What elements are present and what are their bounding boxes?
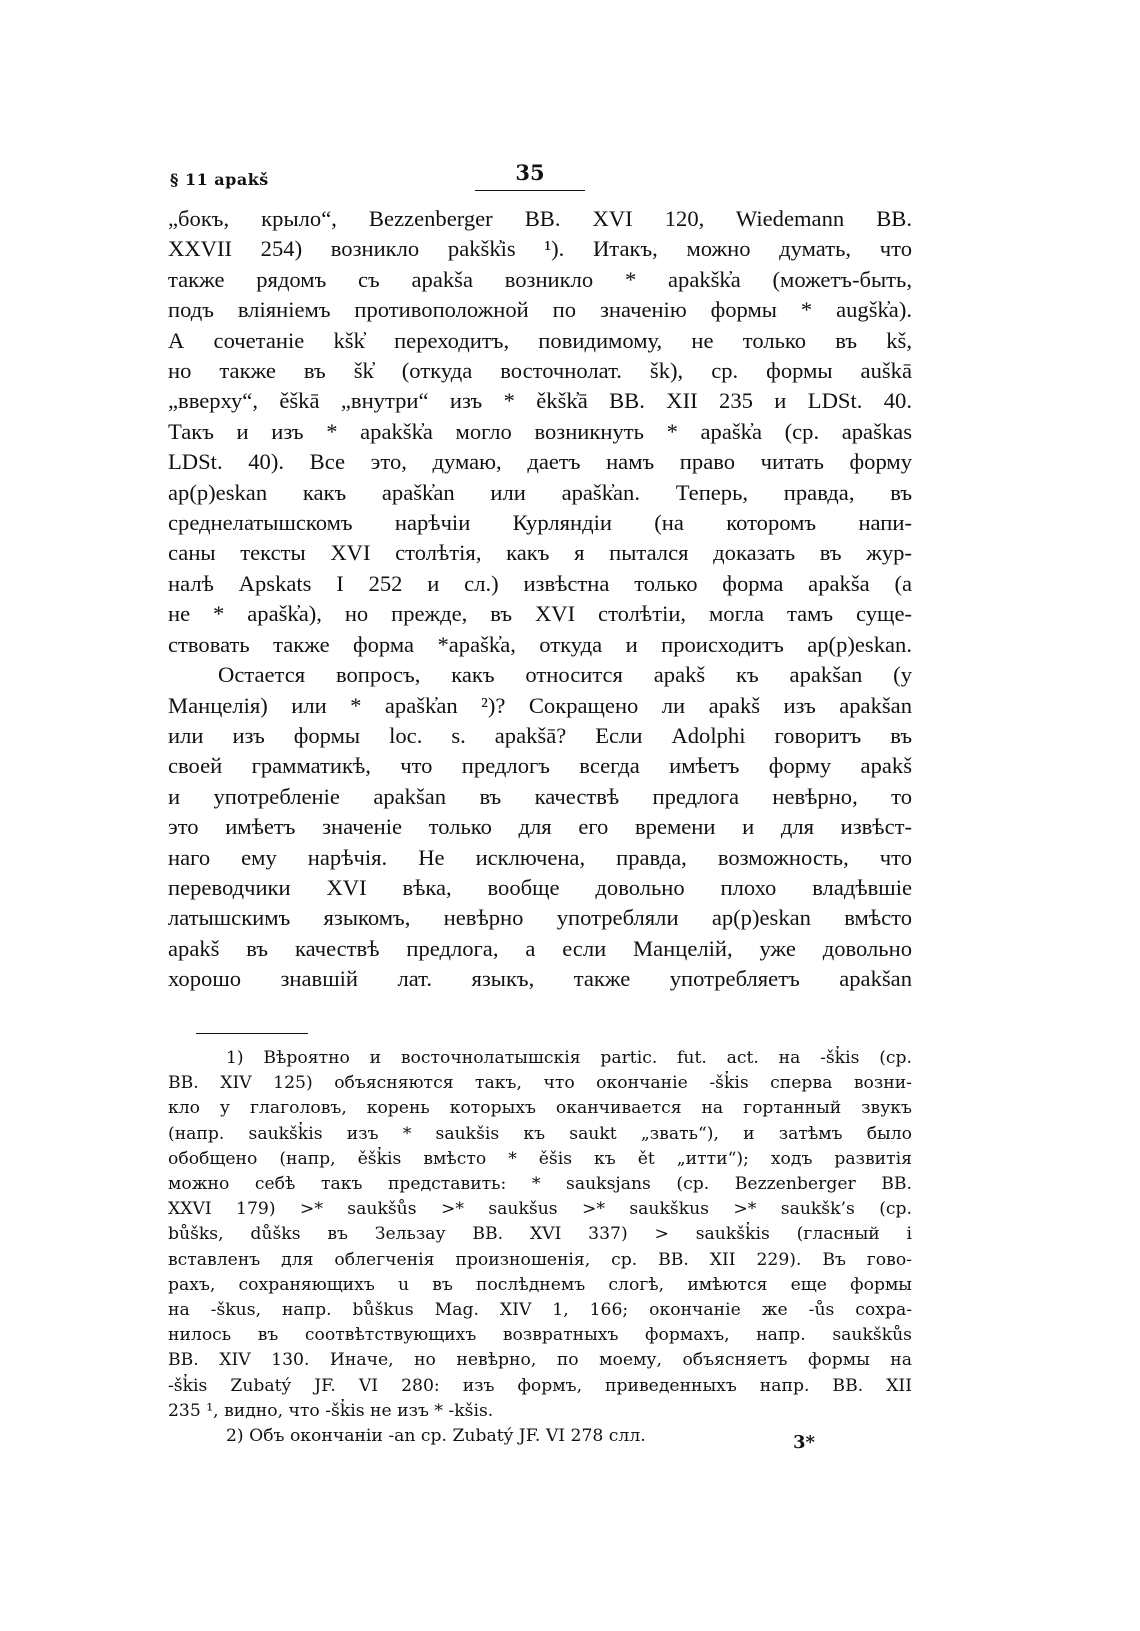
text-line: или изъ формы loc. s. apakšā? Если Adolphi говоритъ въ — [168, 722, 912, 748]
text-line: можно себѣ такъ представить: * sauksjans (ср. Bezzenberger BB. — [168, 1174, 912, 1195]
text-line: это имѣетъ значеніе только для его времени и для извѣст- — [168, 814, 912, 840]
text-line: кло у глаголовъ, корень которыхъ оканчивается на гортанный звукъ — [168, 1098, 912, 1119]
text-line: обобщено (напр, ěšk̓is вмѣсто * ěšis къ ět „итти“); ходъ развитія — [168, 1148, 912, 1169]
text-line: apakš въ качествѣ предлога, а если Манцелій, уже довольно — [168, 935, 912, 961]
text-line: вставленъ для облегченія произношенія, ср. BB. XII 229). Въ гово- — [168, 1249, 912, 1270]
text-line: Манцелія) или * apašk̓an ²)? Сокращено ли apakš изъ apakšan — [168, 692, 912, 718]
text-line: саны тексты XVI столѣтія, какъ я пытался доказать въ жур- — [168, 540, 912, 566]
text-line: наго ему нарѣчія. Не исключена, правда, возможность, что — [168, 844, 912, 870]
text-line: Такъ и изъ * apakšk̓a могло возникнуть * apašk̓a (ср. apaškas — [168, 418, 912, 444]
section-heading: § 11 apakš — [170, 170, 269, 189]
text-line: подъ вліяніемъ противоположной по значенію формы * augšk̓a). — [168, 297, 912, 323]
text-line: на -škus, напр. bůškus Mag. XIV 1, 166; окончаніе же -ůs сохра- — [168, 1300, 912, 1321]
text-line: LDSt. 40). Все это, думаю, даетъ намъ право читать форму — [168, 449, 912, 475]
main-text — [168, 204, 912, 995]
text-line: BB. XIV 130. Иначе, но невѣрно, по моему, объясняетъ формы на — [168, 1350, 912, 1371]
text-line: переводчики XVI вѣка, вообще довольно плохо владѣвшіе — [168, 874, 912, 900]
text-line: 235 ¹, видно, что -šk̓is не изъ * -kšis. — [168, 1400, 494, 1421]
text-line: также рядомъ съ apakša возникло * apakšk̓a (можетъ-быть, — [168, 266, 912, 292]
text-line: BB. XIV 125) объясняются такъ, что окончаніе -šk̓is сперва возни- — [168, 1073, 912, 1094]
footnote-1 — [168, 1046, 912, 1424]
text-line: 1) Вѣроятно и восточнолатышскія partic. fut. act. на -šk̓is (ср. — [226, 1048, 912, 1068]
text-line: Остается вопросъ, какъ относится apakš къ apakšan (у — [218, 662, 912, 688]
text-line: ствовать также форма *apašk̓a, откуда и происходитъ ap(p)eskan. — [168, 631, 912, 657]
text-line: не * apašk̓a), но прежде, въ XVI столѣтіи, могла тамъ суще- — [168, 601, 912, 627]
paragraph-2 — [168, 660, 912, 994]
footnotes — [168, 1046, 912, 1449]
text-line: латышскимъ языкомъ, невѣрно употребляли ap(p)eskan вмѣсто — [168, 905, 912, 931]
paragraph-1 — [168, 204, 912, 660]
text-line: А сочетаніе kšk̓ переходитъ, повидимому, не только въ kš, — [168, 327, 912, 353]
text-line: XXVII 254) возникло pakšk̓is ¹). Итакъ, можно думать, что — [168, 236, 912, 262]
text-line: рахъ, сохраняющихъ u въ послѣднемъ слогѣ, имѣются еще формы — [168, 1274, 912, 1295]
text-line: XXVI 179) >* saukšůs >* saukšus >* saukškus >* saukšk’s (ср. — [168, 1199, 912, 1220]
text-line: bůšks, důšks въ Зельзау BB. XVI 337) > saukšk̓is (гласный і — [168, 1224, 912, 1245]
text-line: (напр. saukšk̓is изъ * saukšis къ saukt „звать“), и затѣмъ было — [168, 1123, 912, 1144]
text-line: среднелатышскомъ нарѣчіи Курляндіи (на которомъ напи- — [168, 510, 912, 536]
header-rule — [475, 190, 585, 191]
text-line: хорошо знавшій лат. языкъ, также употребляетъ apakšan — [168, 966, 912, 992]
footnote-rule — [196, 1033, 308, 1034]
text-line: 2) Объ окончаніи -an ср. Zubatý JF. VI 278 слл. — [226, 1426, 646, 1447]
page-header — [170, 160, 910, 200]
text-line: „бокъ, крыло“, Bezzenberger BB. XVI 120, Wiedemann BB. — [168, 206, 912, 231]
text-line: -šk̓is Zubatý JF. VI 280: изъ формъ, приведенныхъ напр. BB. XII — [168, 1375, 912, 1396]
page-number: 35 — [515, 160, 545, 185]
text-line: ap(p)eskan какъ apašk̓an или apašk̓an. Теперь, правда, въ — [168, 479, 912, 505]
text-line: „вверху“, ěškā „внутри“ изъ * ěkšk̓ā BB. XII 235 и LDSt. 40. — [168, 388, 912, 414]
text-line: своей грамматикѣ, что предлогъ всегда имѣетъ форму apakš — [168, 753, 912, 779]
text-line: нилось въ соотвѣтствующихъ возвратныхъ формахъ, напр. saukškůs — [168, 1325, 912, 1346]
text-line: но также въ šk̓ (откуда восточнолат. šk), ср. формы auškā — [168, 358, 912, 384]
text-line: налѣ Apskats I 252 и сл.) извѣстна только форма apakša (а — [168, 570, 912, 596]
signature-mark: 3* — [793, 1432, 815, 1453]
text-line: и употребленіе apakšan въ качествѣ предлога невѣрно, то — [168, 783, 912, 809]
